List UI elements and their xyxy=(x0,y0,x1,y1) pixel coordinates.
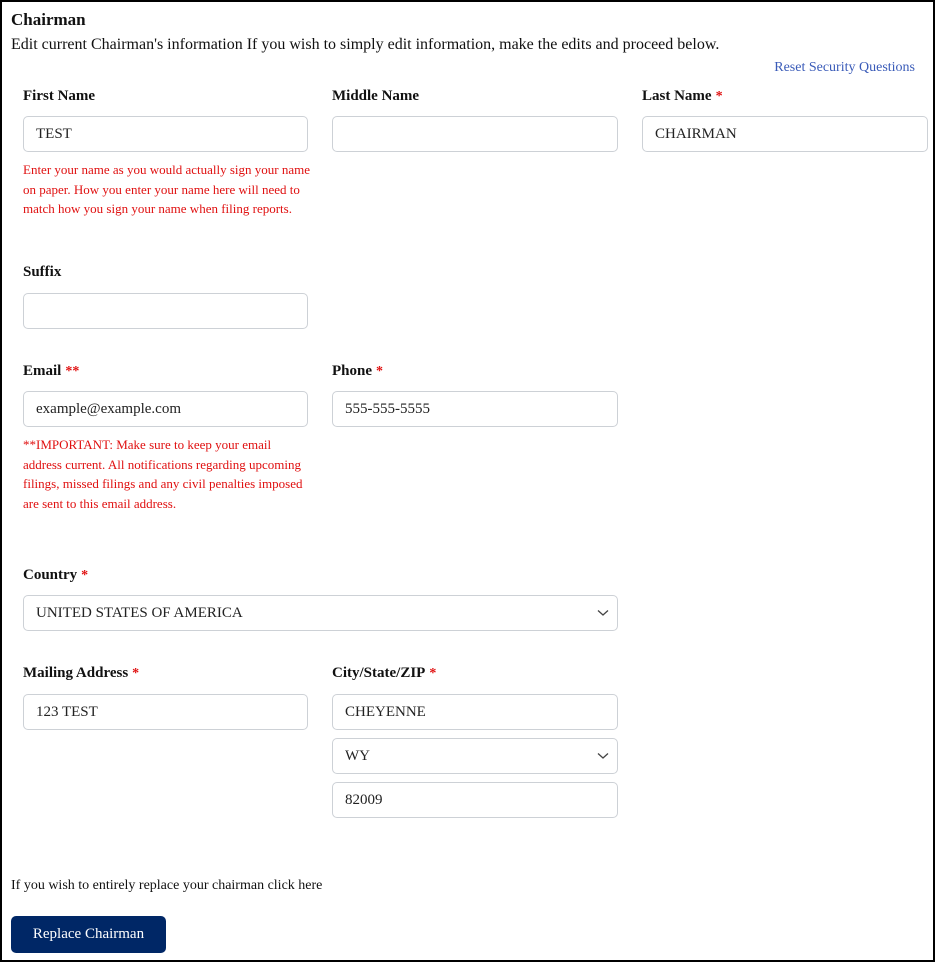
reset-security-questions-link[interactable]: Reset Security Questions xyxy=(774,60,915,75)
email-label xyxy=(23,363,79,380)
first-name-input[interactable] xyxy=(23,116,308,152)
country-label-text: Country xyxy=(23,567,78,583)
required-marker: * xyxy=(376,364,384,379)
city-state-zip-label xyxy=(332,665,436,682)
replace-chairman-instructions: If you wish to entirely replace your chairman click here xyxy=(11,878,323,893)
mailing-address-label xyxy=(23,665,139,682)
mailing-address-label-text: Mailing Address xyxy=(23,665,129,681)
phone-label xyxy=(332,363,383,380)
email-value: example@example.com xyxy=(36,400,182,417)
required-marker: * xyxy=(81,568,89,583)
email-input[interactable] xyxy=(23,391,308,427)
state-value: WY xyxy=(345,747,370,764)
chevron-down-icon xyxy=(597,609,609,617)
first-name-label xyxy=(23,88,95,105)
page-title: Chairman xyxy=(11,10,86,29)
phone-value: 555-555-5555 xyxy=(345,400,430,417)
city-input[interactable] xyxy=(332,694,618,730)
last-name-label xyxy=(642,88,723,105)
first-name-value: TEST xyxy=(36,125,72,142)
zip-input[interactable] xyxy=(332,782,618,818)
city-value: CHEYENNE xyxy=(345,703,426,720)
phone-input[interactable] xyxy=(332,391,618,427)
suffix-label-text: Suffix xyxy=(23,264,62,280)
last-name-label-text: Last Name xyxy=(642,88,712,104)
state-select[interactable] xyxy=(332,738,618,774)
middle-name-input[interactable] xyxy=(332,116,618,152)
zip-value: 82009 xyxy=(345,791,383,808)
email-help-text: **IMPORTANT: Make sure to keep your email address current. All notifications regarding upcoming filings, missed filings and any civil penalties imposed are sent to this email address. xyxy=(23,437,303,511)
required-marker: * xyxy=(132,666,140,681)
country-value: UNITED STATES OF AMERICA xyxy=(36,604,243,621)
required-marker: ** xyxy=(65,364,80,379)
last-name-input[interactable] xyxy=(642,116,928,152)
middle-name-label xyxy=(332,88,419,105)
intro-text: Edit current Chairman's information If you wish to simply edit information, make the edits and proceed below. xyxy=(11,36,720,53)
chevron-down-icon xyxy=(597,752,609,760)
name-help-text: Enter your name as you would actually sign your name on paper. How you enter your name here will need to match how you sign your name when filing reports. xyxy=(23,162,311,216)
mailing-address-value: 123 TEST xyxy=(36,703,98,720)
last-name-value: CHAIRMAN xyxy=(655,125,737,142)
first-name-label-text: First Name xyxy=(23,88,96,104)
country-select[interactable] xyxy=(23,595,618,631)
suffix-input[interactable] xyxy=(23,293,308,329)
mailing-address-input[interactable] xyxy=(23,694,308,730)
middle-name-label-text: Middle Name xyxy=(332,88,420,104)
email-label-text: Email xyxy=(23,363,62,379)
city-state-zip-label-text: City/State/ZIP xyxy=(332,665,426,681)
country-label xyxy=(23,567,88,584)
replace-chairman-button[interactable]: Replace Chairman xyxy=(11,916,166,953)
required-marker: * xyxy=(715,89,723,104)
required-marker: * xyxy=(429,666,437,681)
suffix-label xyxy=(23,264,61,281)
phone-label-text: Phone xyxy=(332,363,373,379)
